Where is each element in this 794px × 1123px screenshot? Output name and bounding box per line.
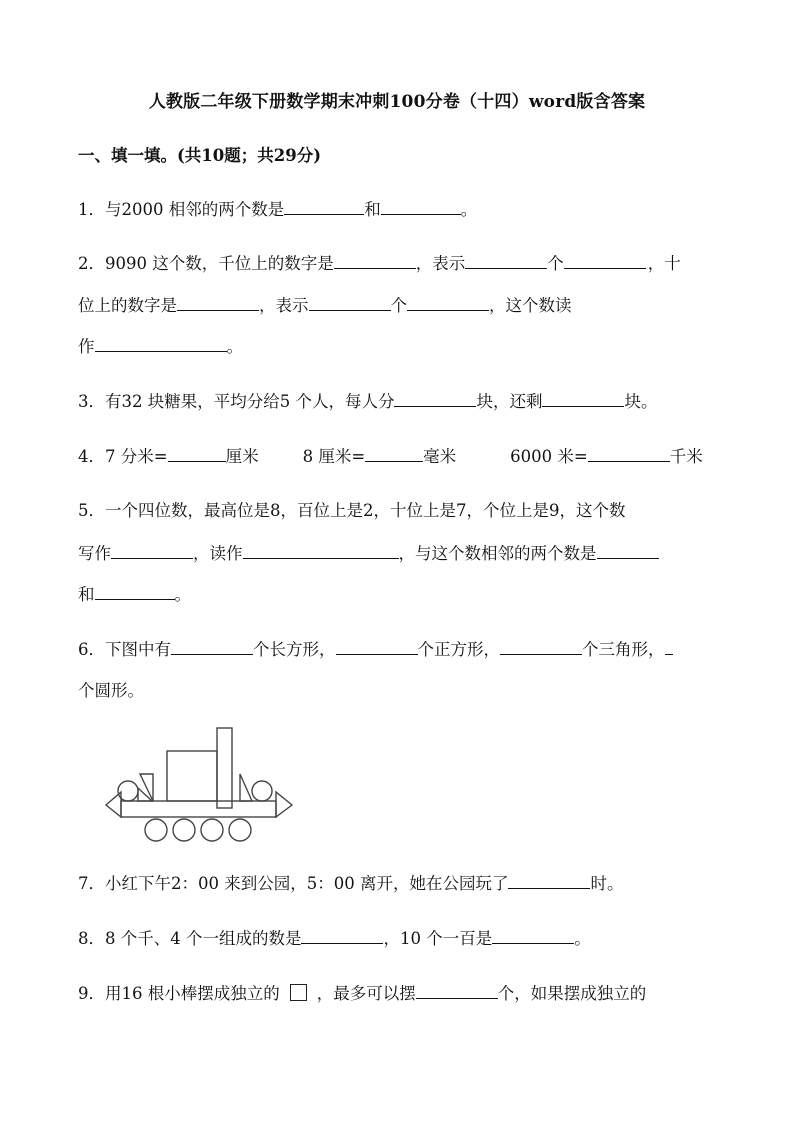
q5-text-2: 写作 (78, 544, 111, 563)
q6-text-3: 个正方形， (417, 640, 500, 659)
q2-blank-4[interactable] (177, 294, 259, 311)
q5-blank-2[interactable] (243, 542, 399, 559)
figure-wheel-4 (229, 819, 251, 841)
q3-text-2: 块，还剩 (476, 392, 543, 411)
q5-text-1: 5．一个四位数，最高位是8，百位上是2，十位上是7，个位上是9，这个数 (78, 501, 626, 520)
figure-circle-right-top (252, 781, 272, 801)
q8-text-2: ，10 个一百是 (383, 929, 493, 948)
q9-text-1: 9．用16 根小棒摆成独立的 (78, 984, 280, 1003)
q9-text-3: 个，如果摆成独立的 (497, 984, 647, 1003)
q6-text-4: 个三角形， (582, 640, 665, 659)
q2-text-6: ，表示 (259, 296, 309, 315)
question-3 (78, 390, 657, 413)
q1-text-and: 和 (364, 200, 381, 219)
q1-blank-1[interactable] (284, 198, 364, 215)
q1-blank-2[interactable] (381, 198, 461, 215)
q1-text: 1．与2000 相邻的两个数是 (78, 200, 285, 219)
question-6-line-2 (78, 680, 144, 702)
q2-period: 。 (226, 337, 243, 356)
q5-blank-4[interactable] (95, 583, 175, 600)
q6-blank-2[interactable] (336, 638, 418, 655)
q2-text-8: ，这个数读 (489, 296, 572, 315)
q2-blank-2[interactable] (465, 252, 547, 269)
q2-blank-3[interactable] (564, 252, 646, 269)
q4-blank-1[interactable] (168, 445, 226, 462)
figure-left-triangle-top (140, 774, 153, 801)
q2-text-3: 个 (547, 254, 564, 273)
q6-text-5: 个圆形。 (78, 681, 144, 700)
q5-text-5: 和 (78, 585, 95, 604)
q6-blank-3[interactable] (500, 638, 582, 655)
figure-right-side-triangle (276, 792, 292, 817)
q2-text-5: 位上的数字是 (78, 296, 177, 315)
q2-blank-5[interactable] (309, 294, 391, 311)
question-4 (78, 445, 703, 468)
q2-text-1: 2．9090 这个数，千位上的数字是 (78, 254, 334, 273)
question-2-line-2 (78, 294, 572, 317)
question-2-line-1 (78, 252, 681, 275)
q9-text-2: ，最多可以摆 (316, 984, 416, 1003)
q6-blank-4[interactable] (665, 638, 673, 655)
figure-wheel-1 (145, 819, 167, 841)
q2-blank-7[interactable] (95, 335, 227, 352)
question-5-line-3 (78, 583, 191, 606)
q5-blank-3[interactable] (597, 542, 659, 559)
q2-text-7: 个 (390, 296, 407, 315)
figure-base-rectangle (121, 801, 276, 817)
page-title: 人教版二年级下册数学期末冲刺100分卷（十四）word版含答案 (148, 92, 646, 112)
figure-wheel-2 (173, 819, 195, 841)
q4-text-3: 8 厘米= (302, 447, 366, 466)
q8-text-1: 8．8 个千、4 个一组成的数是 (78, 929, 302, 948)
question-1 (78, 198, 477, 221)
q4-text-5: 6000 米= (510, 447, 588, 466)
q2-text-4: ，十 (647, 254, 681, 273)
q4-text-1: 4．7 分米= (78, 447, 168, 466)
section-heading: 一、填一填。(共10题；共29分) (78, 146, 322, 165)
figure-right-triangle-top (240, 774, 252, 801)
question-5-line-1 (78, 500, 626, 522)
q7-blank-1[interactable] (508, 872, 590, 889)
question-5-line-2 (78, 542, 659, 565)
q1-period: 。 (460, 200, 478, 219)
q4-text-4: 毫米 (423, 447, 457, 466)
q8-period: 。 (574, 929, 591, 948)
q5-period: 。 (174, 585, 191, 604)
question-2-line-3 (78, 335, 243, 358)
q8-blank-1[interactable] (301, 927, 383, 944)
q4-text-6: 千米 (669, 447, 703, 466)
q3-blank-2[interactable] (542, 390, 624, 407)
q4-text-2: 厘米 (225, 447, 259, 466)
question-6-line-1 (78, 638, 673, 661)
q5-blank-1[interactable] (111, 542, 193, 559)
figure-square (167, 751, 217, 801)
q2-blank-1[interactable] (334, 252, 416, 269)
shapes-figure (100, 722, 300, 846)
q4-blank-3[interactable] (588, 445, 670, 462)
q3-blank-1[interactable] (394, 390, 476, 407)
q4-blank-2[interactable] (365, 445, 423, 462)
q3-text-1: 3．有32 块糖果，平均分给5 个人，每人分 (78, 392, 395, 411)
figure-tall-rectangle (217, 728, 232, 808)
square-icon (290, 984, 307, 1001)
q2-blank-6[interactable] (407, 294, 489, 311)
q6-text-1: 6．下图中有 (78, 640, 171, 659)
q8-blank-2[interactable] (492, 927, 574, 944)
q7-text-2: 时。 (590, 874, 624, 893)
question-9 (78, 982, 646, 1005)
q6-text-2: 个长方形， (253, 640, 336, 659)
q2-text-9: 作 (78, 337, 95, 356)
q6-blank-1[interactable] (171, 638, 253, 655)
question-7 (78, 872, 623, 895)
question-8 (78, 927, 591, 950)
q5-text-3: ，读作 (193, 544, 243, 563)
q3-text-3: 块。 (624, 392, 658, 411)
figure-wheel-3 (201, 819, 223, 841)
q7-text-1: 7．小红下午2：00 来到公园，5：00 离开，她在公园玩了 (78, 874, 509, 893)
q5-text-4: ，与这个数相邻的两个数是 (398, 544, 597, 563)
q2-text-2: ，表示 (415, 254, 466, 273)
q9-blank-1[interactable] (416, 982, 498, 999)
